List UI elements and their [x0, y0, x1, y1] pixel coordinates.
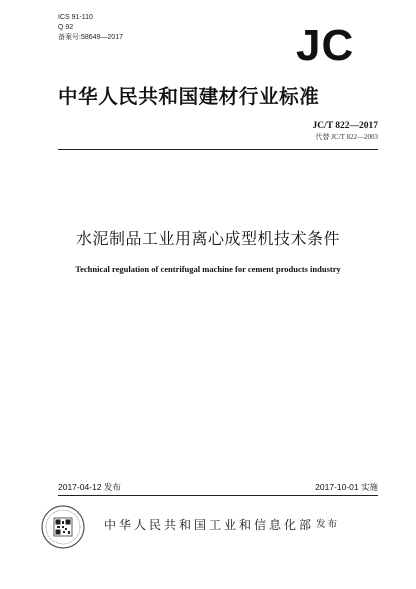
bottom-divider	[58, 495, 378, 496]
standard-number: JC/T 822—2017	[312, 121, 378, 131]
standard-title: 中华人民共和国建材行业标准	[58, 85, 320, 108]
publish-label: 发布	[316, 519, 340, 530]
top-divider	[58, 149, 378, 150]
jc-logo: JC	[296, 21, 355, 70]
implementation-date: 2017-10-01 实施	[315, 482, 378, 492]
document-title-english: Technical regulation of centrifugal machine for cement products industry	[75, 264, 341, 274]
classification-block	[58, 13, 123, 43]
issue-date: 2017-04-12 发布	[58, 482, 121, 492]
replaces-standard: 代替 JC/T 822—2003	[315, 133, 378, 141]
publisher-seal-icon	[40, 504, 86, 550]
publisher-name: 中华人民共和国工业和信息化部	[104, 518, 315, 532]
document-title-chinese: 水泥制品工业用离心成型机技术条件	[75, 229, 340, 248]
record-number: 备案号:58649—2017	[58, 34, 123, 41]
ics-code: ICS 91-110	[58, 14, 93, 21]
category-code: Q 92	[58, 24, 74, 31]
